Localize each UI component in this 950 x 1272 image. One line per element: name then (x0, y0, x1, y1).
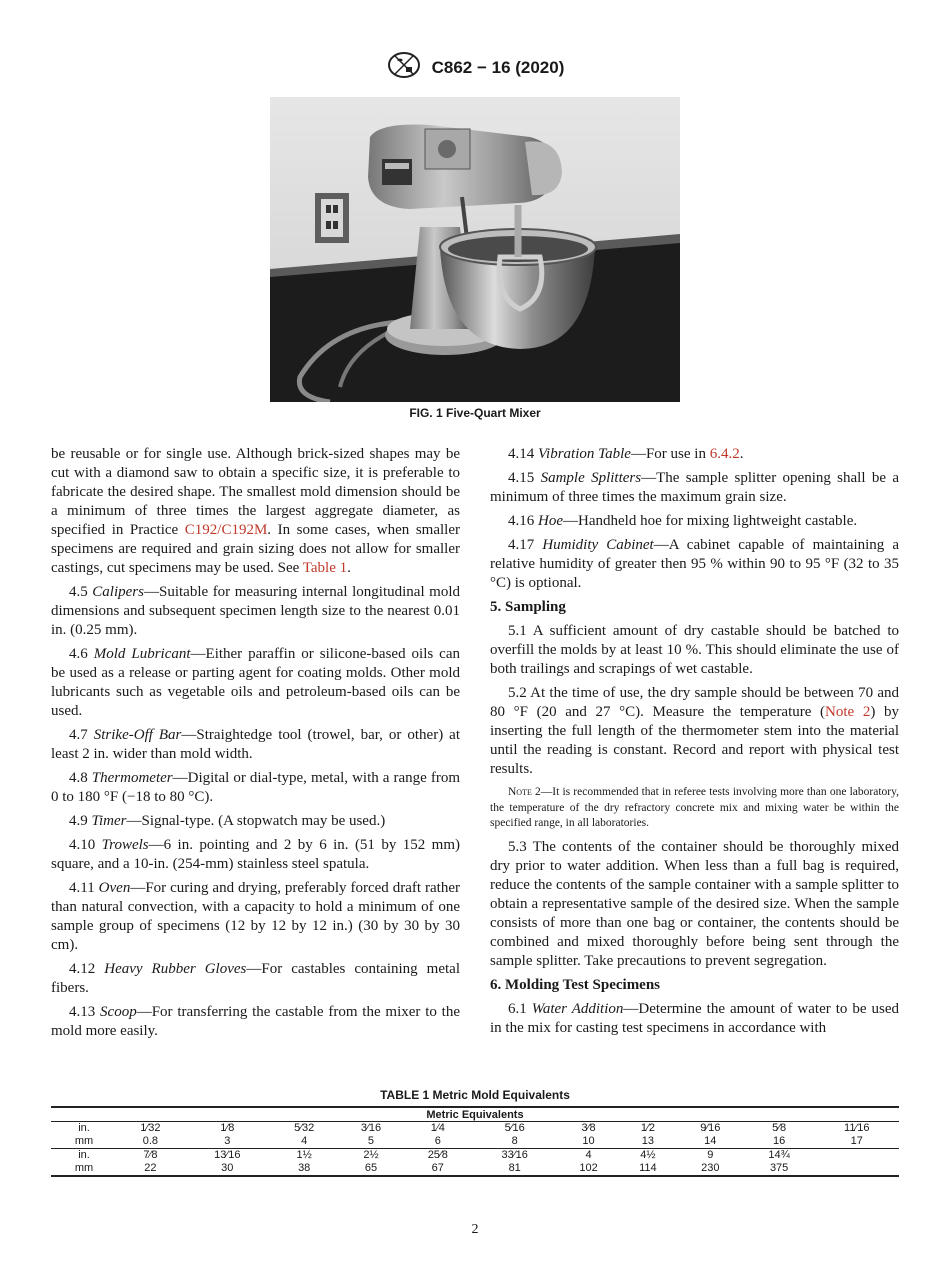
table-row: mm 22 30 38 65 67 81 102 114 230 375 (51, 1162, 899, 1176)
item-5-2: 5.2 At the time of use, the dry sample should be between 70 and 80 °F (20 and 27 °C). Measure the temperature (Note 2) by inserting the full length of the thermometer stem into the material until the reading is constant. Record and report with physical test results. (490, 685, 899, 777)
item-4-14: 4.14 Vibration Table—For use in 6.4.2. (508, 446, 744, 462)
item-5-1: 5.1 A sufficient amount of dry castable should be batched to overfill the molds by at least 10 %. This should eliminate the use of both trailings and scrapings of wet castable. (490, 623, 899, 677)
page-number: 2 (471, 1222, 479, 1237)
item-4-12: 4.12 Heavy Rubber Gloves—For castables containing metal fibers. (51, 961, 460, 996)
mixer-photo (270, 97, 680, 402)
page-header (0, 50, 950, 85)
document-designation: C862 − 16 (2020) (431, 57, 565, 77)
astm-logo-icon (386, 50, 422, 85)
note-2-link[interactable]: Note 2 (825, 704, 871, 720)
item-4-6: 4.6 Mold Lubricant—Either paraffin or silicone-based oils can be used as a release or parting agent for coating molds. Other mold lubricants such as vegetable oils and petroleum-based oils can be used. (51, 646, 460, 719)
item-4-8: 4.8 Thermometer—Digital or dial-type, metal, with a range from 0 to 180 °F (−18 to 80 °C). (51, 770, 460, 805)
section-heading-molding: 6. Molding Test Specimens (490, 976, 661, 993)
left-column (51, 445, 460, 1046)
item-5-3: 5.3 The contents of the container should be thoroughly mixed dry prior to water addition. When less than a full bag is required, reduce the contents of the sample container with a sample splitter to obtain a representative sample of the desired size. When the sample consists of more than one bag or container, the contents should be combined and mixed thoroughly before being sent through the sample splitter. Take precautions to prevent segregation. (490, 838, 899, 969)
note-2: Note 2—It is recommended that in referee tests involving more than one laboratory, the temperature of the dry refractory concrete mix and mixing water be within the specified range, in all laboratories. (490, 786, 899, 829)
figure-caption: FIG. 1 Five-Quart Mixer (409, 406, 541, 420)
section-6-4-2-link[interactable]: 6.4.2 (709, 446, 740, 462)
table-row: in. 1⁄32 1⁄8 5⁄32 3⁄16 1⁄4 5⁄16 3⁄8 1⁄2 9⁄16 5⁄8 11⁄16 (78, 1122, 870, 1134)
paragraph-mold-usage: be reusable or for single use. Although brick-sized shapes may be cut with a diamond saw to obtain a specific size, it is preferable to fabricate the desired shape. The smallest mold dimension should be a minimum of three times the largest aggregate diameter, as specified in Practice C192/C192M. In some cases, when smaller specimens are required and grain sizing does not allow for smaller castings, cut specimens may be used. See Table 1. (51, 446, 460, 576)
table-1-link[interactable]: Table 1 (302, 560, 348, 576)
table-row: in. 7⁄8 13⁄16 1½ 2½ 25⁄8 33⁄16 4 4½ 9 14¾ (78, 1149, 790, 1161)
item-4-15: 4.15 Sample Splitters—The sample splitter opening shall be a minimum of three times the maximum grain size. (490, 470, 899, 505)
item-4-13: 4.13 Scoop—For transferring the castable from the mixer to the mold more easily. (51, 1004, 460, 1039)
section-heading-sampling: 5. Sampling (490, 599, 566, 615)
table-subheading: Metric Equivalents (51, 1106, 899, 1122)
item-4-16: 4.16 Hoe—Handheld hoe for mixing lightweight castable. (508, 513, 858, 529)
item-4-17: 4.17 Humidity Cabinet—A cabinet capable of maintaining a relative humidity of greater then 95 % within 90 to 95 °F (32 to 35 °C) is optional. (490, 537, 900, 591)
table-row: mm 0.8 3 4 5 6 8 10 13 14 16 17 (51, 1135, 899, 1149)
table-caption: TABLE 1 Metric Mold Equivalents (380, 1088, 570, 1102)
table-body (51, 1122, 899, 1177)
practice-link[interactable]: C192/C192M (184, 522, 268, 538)
item-4-5: 4.5 Calipers—Suitable for measuring internal longitudinal mold dimensions and subsequent specimen length size to the nearest 0.01 in. (0.25 mm). (51, 584, 460, 638)
item-4-9: 4.9 Timer—Signal-type. (A stopwatch may be used.) (69, 813, 386, 829)
item-6-1: 6.1 Water Addition—Determine the amount of water to be used in the mix for casting test specimens in accordance with (490, 1000, 899, 1036)
metric-equivalents-table (51, 1088, 899, 1177)
item-4-7: 4.7 Strike-Off Bar—Straightedge tool (trowel, bar, or other) at least 2 in. wider than mold width. (51, 727, 461, 762)
item-4-10: 4.10 Trowels—6 in. pointing and 2 by 6 in. (51 by 152 mm) square, and a 10-in. (254-mm) stainless steel spatula. (51, 837, 461, 872)
right-column (490, 445, 899, 1043)
item-4-11: 4.11 Oven—For curing and drying, preferably forced draft rather than natural convection, with a capacity to hold a minimum of one sample group of specimens (12 by 12 by 12 in.) (30 by 30 by 30 cm). (51, 880, 461, 953)
